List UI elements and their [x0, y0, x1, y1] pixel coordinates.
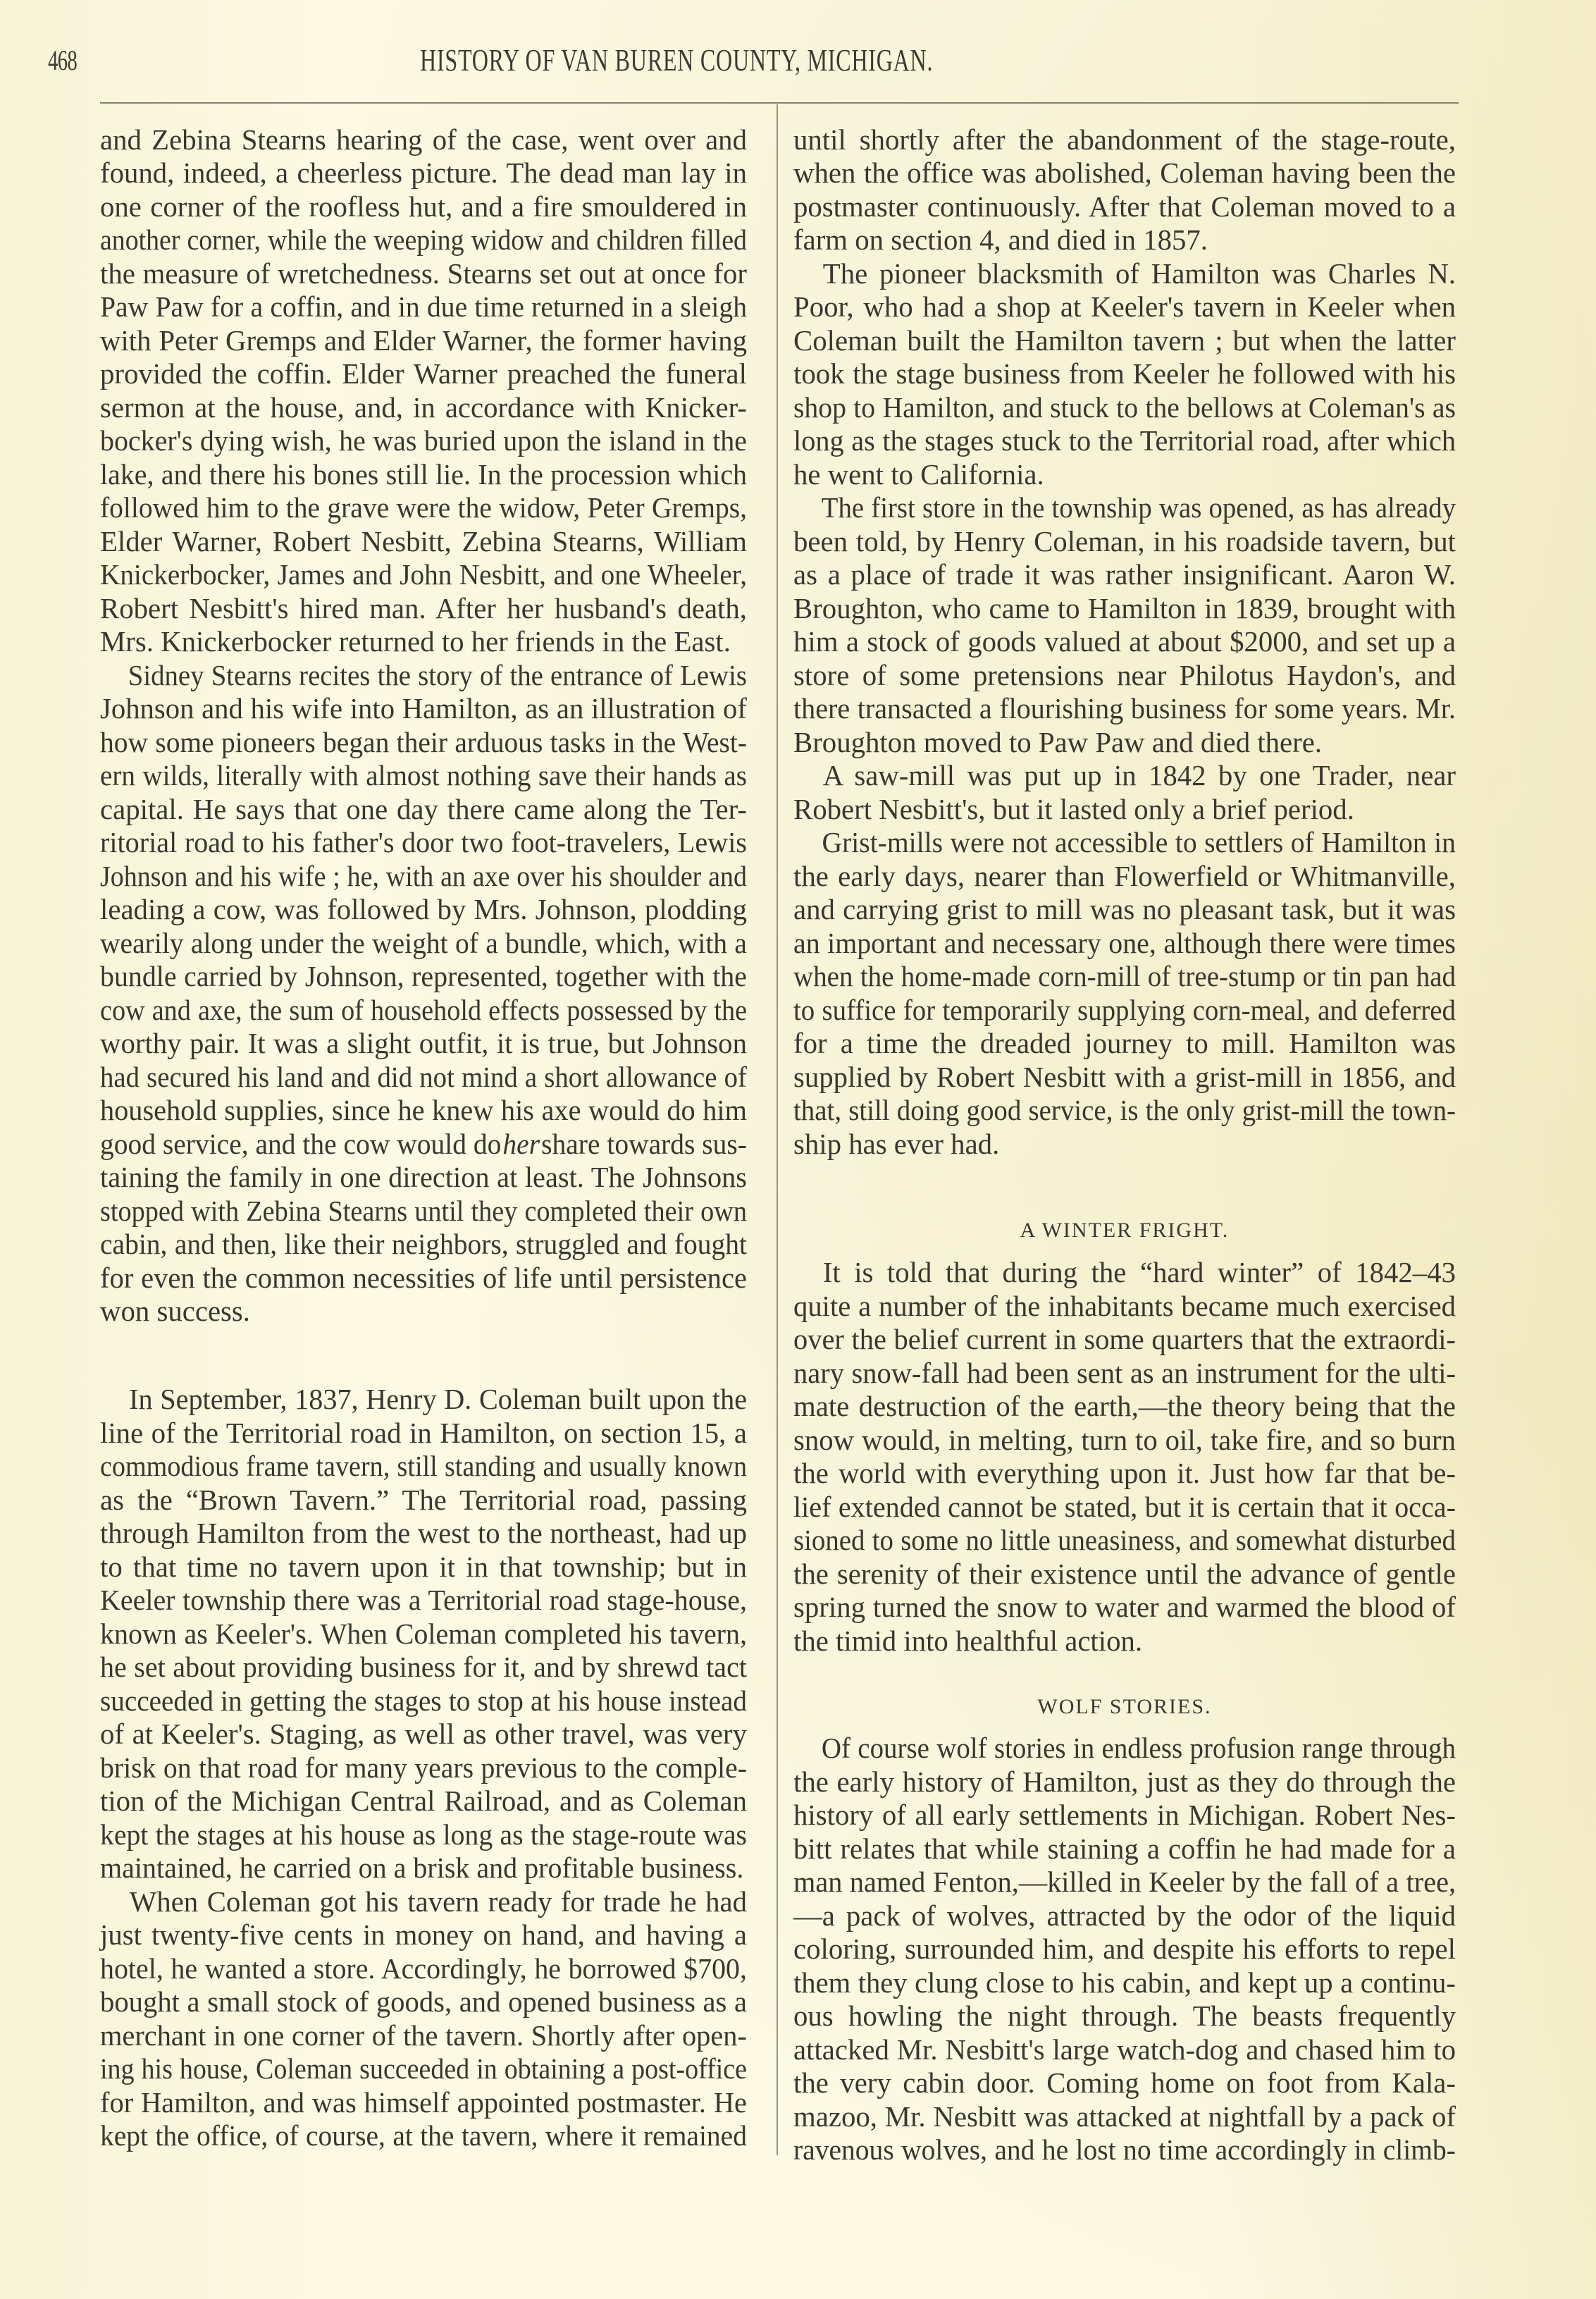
text-line: to suffice for temporarily supplying corn-meal, and deferred — [793, 994, 1456, 1026]
running-title: HISTORY OF VAN BUREN COUNTY, MICHIGAN. — [420, 43, 934, 78]
text-line: how some pioneers began their arduous tasks in the West- — [100, 726, 747, 758]
text-line: A saw-mill was put up in 1842 by one Trader, near — [822, 759, 1456, 791]
text-line: to that time no tavern upon it in that township; but in — [100, 1551, 747, 1583]
text-line: cabin, and then, like their neighbors, struggled and fought — [100, 1228, 747, 1260]
text-line: and carrying grist to mill was no pleasant task, but it was — [793, 893, 1456, 925]
text-line: an important and necessary one, although there were times — [793, 927, 1456, 959]
text-line: lake, and there his bones still lie. In the procession which — [100, 458, 748, 491]
text-line: When Coleman got his tavern ready for trade he had — [129, 1885, 747, 1918]
text-line: the early days, nearer than Flowerfield or Whitmanville, — [793, 860, 1456, 892]
text-line: the timid into healthful action. — [793, 1625, 1143, 1657]
text-line: as the “Brown Tavern.” The Territorial road, passing — [100, 1484, 747, 1516]
text-line: Mrs. Knickerbocker returned to her friends in the East. — [100, 625, 731, 658]
text-line: store of some pretensions near Philotus Haydon's, and — [793, 659, 1456, 691]
header-rule — [100, 102, 1459, 104]
text-line: In September, 1837, Henry D. Coleman built upon the — [129, 1383, 748, 1415]
text-line: when the office was abolished, Coleman having been the — [793, 156, 1456, 189]
text-line: hotel, he wanted a store. Accordingly, he borrowed $700, — [100, 1952, 748, 1985]
text-line: he set about providing business for it, and by shrewd tact — [100, 1651, 747, 1683]
text-line: mate destruction of the earth,—the theory being that the — [793, 1390, 1456, 1422]
text-line: one corner of the roofless hut, and a fire smouldered in — [100, 190, 747, 223]
column-divider — [777, 104, 778, 2155]
text-line: through Hamilton from the west to the northeast, had up — [100, 1517, 748, 1549]
text-line: brisk on that road for many years previous to the comple- — [100, 1751, 747, 1784]
text-line: he went to California. — [793, 458, 1044, 491]
text-line: for a time the dreaded journey to mill. Hamilton was — [793, 1027, 1456, 1059]
text-line: succeeded in getting the stages to stop at his house instead — [100, 1684, 747, 1717]
text-line: followed him to the grave were the widow, Peter Gremps, — [100, 491, 747, 524]
text-line: provided the coffin. Elder Warner preached the funeral — [100, 357, 747, 390]
text-line: attacked Mr. Nesbitt's large watch-dog and chased him to — [793, 2033, 1456, 2066]
text-line: found, indeed, a cheerless picture. The dead man lay in — [100, 156, 747, 189]
text-line: quite a number of the inhabitants became much exercised — [793, 1290, 1456, 1322]
text-line: household supplies, since he knew his axe would do him — [100, 1094, 747, 1126]
text-line: It is told that during the “hard winter” of 1842–43 — [822, 1256, 1456, 1288]
text-line: until shortly after the abandonment of the stage-route, — [793, 123, 1456, 156]
text-line: them they clung close to his cabin, and kept up a continu- — [793, 1966, 1456, 1999]
page-number: 468 — [48, 44, 78, 76]
text-line: known as Keeler's. When Coleman completed his tavern, — [100, 1617, 747, 1650]
text-line: Robert Nesbitt's, but it lasted only a brief period. — [793, 793, 1354, 825]
text-line: kept the office, of course, at the tavern, where it remained — [100, 2119, 747, 2152]
text-line: been told, by Henry Coleman, in his roadside tavern, but — [793, 525, 1456, 557]
text-line: taining the family in one direction at least. The Johnsons — [100, 1161, 748, 1193]
text-line: ern wilds, literally with almost nothing save their hands as — [100, 759, 748, 791]
text-line: postmaster continuously. After that Coleman moved to a — [793, 190, 1456, 223]
text-line: just twenty-five cents in money on hand, and having a — [100, 1918, 747, 1951]
text-line: lief extended cannot be stated, but it is certain that it occa- — [793, 1491, 1456, 1523]
text-line: and Zebina Stearns hearing of the case, went over and — [100, 123, 747, 156]
text-line: kept the stages at his house as long as the stage-route was — [100, 1818, 747, 1851]
section-heading-wolf-stories: WOLF STORIES. — [1037, 1695, 1212, 1718]
text-line: capital. He says that one day there came along the Ter- — [100, 793, 747, 825]
text-line: merchant in one corner of the tavern. Shortly after open- — [100, 2019, 747, 2052]
text-line: had secured his land and did not mind a short allowance of — [100, 1061, 747, 1093]
text-line: another corner, while the weeping widow and children filled — [100, 223, 747, 256]
text-line: wearily along under the weight of a bundle, which, with a — [100, 927, 747, 959]
text-line: sioned to some no little uneasiness, and somewhat disturbed — [793, 1524, 1456, 1556]
text-line: bocker's dying wish, he was buried upon the island in the — [100, 424, 748, 457]
text-line: Coleman built the Hamilton tavern ; but when the latter — [793, 324, 1456, 357]
text-line: supplied by Robert Nesbitt with a grist-mill in 1856, and — [793, 1061, 1456, 1093]
text-line: spring turned the snow to water and warmed the blood of — [793, 1591, 1456, 1623]
text-line: ing his house, Coleman succeeded in obtaining a post-office — [100, 2052, 748, 2085]
text-line: the serenity of their existence until the advance of gentle — [793, 1558, 1456, 1590]
text-line: won success. — [100, 1295, 251, 1327]
text-line: for even the common necessities of life until persistence — [100, 1262, 748, 1294]
text-line: Keeler township there was a Territorial road stage-house, — [100, 1584, 747, 1616]
text-line: of at Keeler's. Staging, as well as other travel, was very — [100, 1718, 747, 1750]
text-line: Sidney Stearns recites the story of the entrance of Lewis — [128, 659, 747, 691]
text-line: cow and axe, the sum of household effects possessed by the — [100, 994, 748, 1026]
text-line: Robert Nesbitt's hired man. After her husband's death, — [100, 592, 747, 624]
text-line: —a pack of wolves, attracted by the odor of the liquid — [793, 1899, 1456, 1932]
section-heading-winter-fright: A WINTER FRIGHT. — [1020, 1219, 1230, 1242]
text-line: the world with everything upon it. Just how far that be- — [793, 1457, 1456, 1489]
text-line: worthy pair. It was a slight outfit, it is true, but Johnson — [100, 1027, 747, 1059]
text-line: for Hamilton, and was himself appointed postmaster. He — [100, 2086, 747, 2119]
text-line: line of the Territorial road in Hamilton, on section 15, a — [100, 1417, 747, 1449]
italic-word: her — [502, 1128, 540, 1160]
text-line: The first store in the township was opened, as has already — [821, 491, 1456, 524]
text-segment: share towards sus- — [541, 1128, 747, 1160]
text-line: Johnson and his wife ; he, with an axe over his shoulder and — [100, 860, 747, 892]
text-line: over the belief current in some quarters that the extraordi- — [793, 1323, 1456, 1355]
text-line: Broughton moved to Paw Paw and died there. — [793, 726, 1323, 758]
text-line: bitt relates that while staining a coffin he had made for a — [793, 1832, 1456, 1865]
text-line: bought a small stock of goods, and opened business as a — [100, 1985, 748, 2018]
text-line: stopped with Zebina Stearns until they completed their own — [100, 1195, 747, 1227]
text-line: commodious frame tavern, still standing and usually known — [100, 1450, 748, 1482]
text-line: that, still doing good service, is the only grist-mill the town- — [793, 1094, 1456, 1126]
text-line: maintained, he carried on a brisk and profitable business. — [100, 1851, 744, 1884]
text-line: bundle carried by Johnson, represented, together with the — [100, 960, 747, 992]
text-line: ritorial road to his father's door two foot-travelers, Lewis — [100, 826, 747, 858]
text-line: coloring, surrounded him, and despite his efforts to repel — [793, 1933, 1456, 1965]
text-line: Broughton, who came to Hamilton in 1839, brought with — [793, 592, 1456, 624]
text-line: shop to Hamilton, and stuck to the bellows at Coleman's as — [793, 391, 1456, 424]
text-line: took the stage business from Keeler he followed with his — [793, 357, 1456, 390]
text-line: with Peter Gremps and Elder Warner, the former having — [100, 324, 747, 357]
text-line: him a stock of goods valued at about $2000, and set up a — [793, 625, 1456, 658]
text-line: as a place of trade it was rather insignificant. Aaron W. — [793, 558, 1456, 591]
text-line: Grist-mills were not accessible to settlers of Hamilton in — [822, 826, 1456, 858]
text-line: ravenous wolves, and he lost no time accordingly in climb- — [793, 2133, 1456, 2166]
text-line: there transacted a flourishing business for some years. Mr. — [793, 692, 1456, 725]
text-line: nary snow-fall had been sent as an instrument for the ulti- — [793, 1357, 1456, 1389]
text-line: Of course wolf stories in endless profusion range through — [821, 1732, 1456, 1764]
text-line: The pioneer blacksmith of Hamilton was Charles N. — [822, 257, 1456, 290]
text-line: Johnson and his wife into Hamilton, as an illustration of — [100, 692, 747, 725]
text-line: the measure of wretchedness. Stearns set out at once for — [100, 257, 747, 290]
text-line: man named Fenton,—killed in Keeler by the fall of a tree, — [793, 1866, 1456, 1898]
text-line: the early history of Hamilton, just as they do through the — [793, 1765, 1456, 1798]
text-line: tion of the Michigan Central Railroad, and as Coleman — [100, 1785, 747, 1817]
text-line: long as the stages stuck to the Territorial road, after which — [793, 424, 1456, 457]
text-line: ship has ever had. — [793, 1128, 1000, 1160]
text-line: sermon at the house, and, in accordance with Knicker- — [100, 391, 747, 424]
text-line: the very cabin door. Coming home on foot from Kala- — [793, 2066, 1456, 2099]
text-line: when the home-made corn-mill of tree-stump or tin pan had — [793, 960, 1456, 992]
text-line: Poor, who had a shop at Keeler's tavern in Keeler when — [793, 290, 1456, 323]
text-line-with-italic — [100, 1127, 747, 1161]
text-line: farm on section 4, and died in 1857. — [793, 223, 1208, 256]
text-line: leading a cow, was followed by Mrs. Johnson, plodding — [100, 893, 747, 925]
text-line: history of all early settlements in Michigan. Robert Nes- — [793, 1799, 1456, 1831]
text-line: Elder Warner, Robert Nesbitt, Zebina Stearns, William — [100, 525, 747, 557]
text-line: Paw Paw for a coffin, and in due time returned in a sleigh — [100, 290, 748, 323]
text-line: ous howling the night through. The beasts frequently — [793, 1999, 1456, 2032]
text-line: snow would, in melting, turn to oil, take fire, and so burn — [793, 1424, 1456, 1456]
text-line: Knickerbocker, James and John Nesbitt, and one Wheeler, — [100, 558, 748, 591]
text-line: mazoo, Mr. Nesbitt was attacked at nightfall by a pack of — [793, 2100, 1456, 2133]
text-segment: good service, and the cow would do — [100, 1128, 502, 1160]
